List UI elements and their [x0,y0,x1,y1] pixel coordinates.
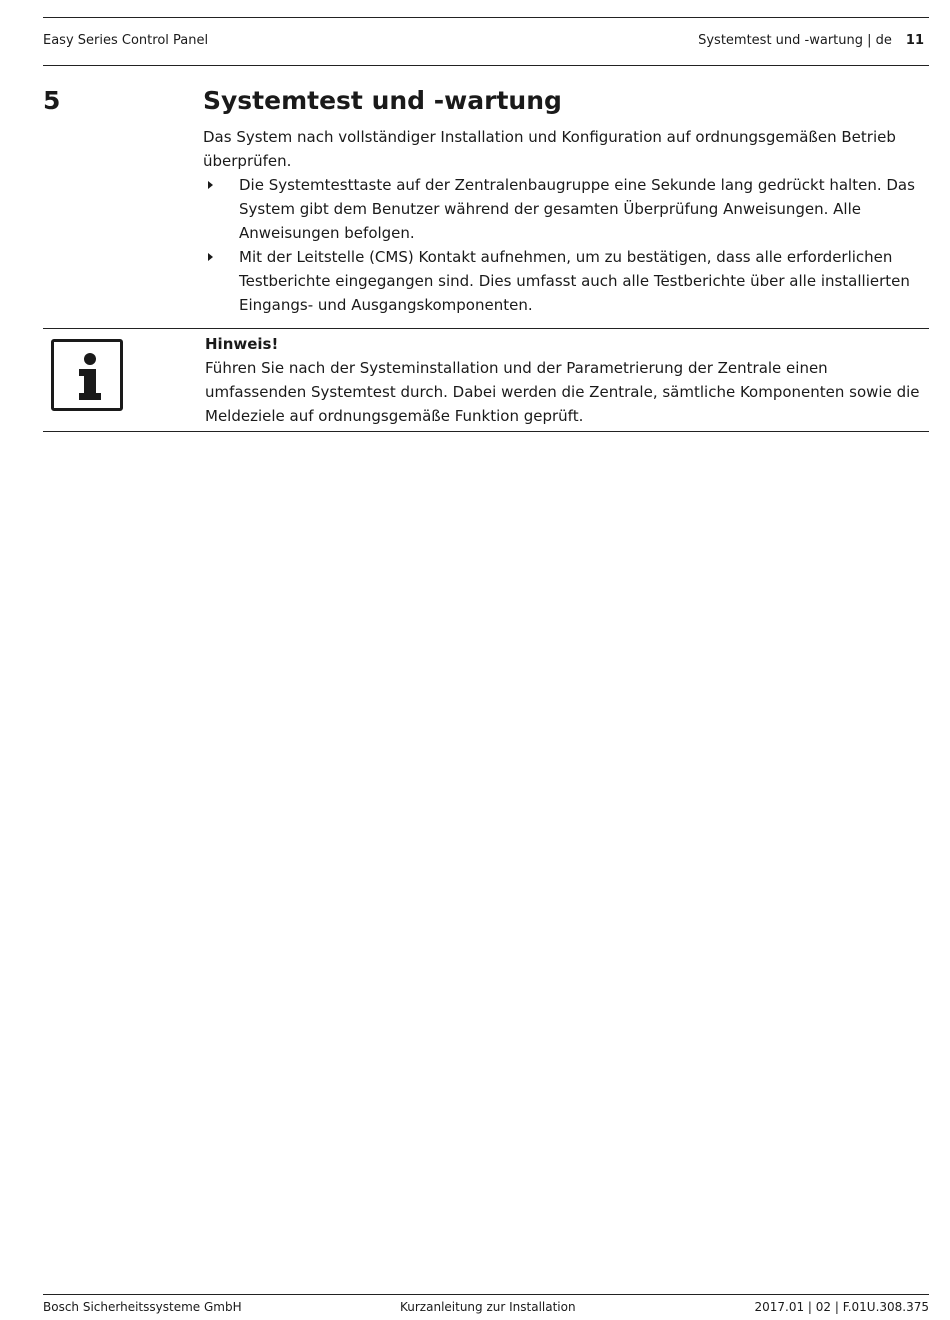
list-item [203,173,928,245]
instruction-list [203,173,928,317]
header-document-title: Easy Series Control Panel [43,33,209,48]
page-number: 11 [905,33,924,48]
footer-rule [43,1294,929,1295]
chapter-number: 5 [43,86,61,115]
list-item-text: Die Systemtesttaste auf der Zentralenbaugruppe eine Sekunde lang gedrückt halten. Das System gibt dem Benutzer während der gesamten Überprüfung Anweisungen. Alle Anweisungen befolgen. [239,176,915,242]
chapter-title: Systemtest und -wartung [203,86,562,115]
note-title: Hinweis! [205,335,279,353]
header-section-info [698,33,924,49]
footer-company: Bosch Sicherheitssysteme GmbH [43,1300,242,1314]
note-top-rule [43,328,929,329]
intro-paragraph: Das System nach vollständiger Installation und Konfiguration auf ordnungsgemäßen Betrieb überprüfen. [203,128,896,170]
info-icon [51,339,123,411]
note-bottom-rule [43,431,929,432]
header-bottom-rule [43,65,929,66]
list-item-text: Mit der Leitstelle (CMS) Kontakt aufnehmen, um zu bestätigen, dass alle erforderlichen Testberichte eingegangen sind. Dies umfasst auch alle Testberichte über alle installierten Eingangs- und Ausgangskomponenten. [239,248,910,314]
footer-document-type: Kurzanleitung zur Installation [400,1300,576,1314]
bullet-arrow-icon [208,181,213,189]
header-section-title: Systemtest und -wartung | de [698,33,892,48]
bullet-arrow-icon [208,253,213,261]
info-icon-glyph [54,342,120,408]
list-item [203,245,928,317]
footer-document-number: 2017.01 | 02 | F.01U.308.375 [754,1300,929,1314]
note-text: Führen Sie nach der Systeminstallation und der Parametrierung der Zentrale einen umfassenden Systemtest durch. Dabei werden die Zentrale, sämtliche Komponenten sowie die Meldeziele auf ordnungsgemäße Funktion geprüft. [205,359,920,425]
header-top-rule [43,17,929,18]
